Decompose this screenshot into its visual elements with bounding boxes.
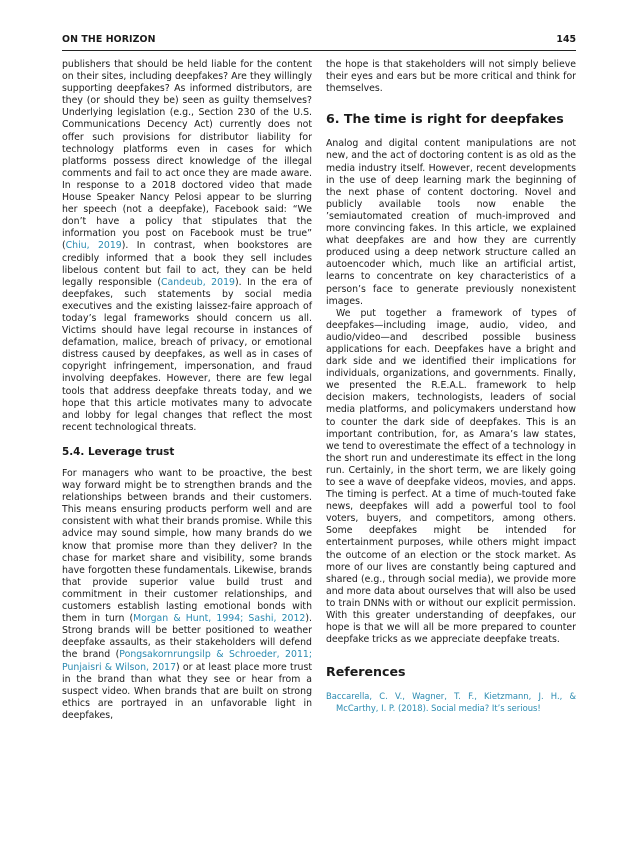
subsection-heading: 5.4. Leverage trust [62, 445, 175, 458]
paragraph-legal-liability: publishers that should be held liable for the content on their sites, including deepfakes? Are they willingly supporting deepfakes? As informed distributors, are they (or should they be) seen as guilty themselves? Underlying legislation (e.g., Section 230 of the U.S. Communications Decency Act) currently does not offer such provisions for distributor liability for technology platforms even in cases for which platforms possess direct knowledge of the illegal comments and fail to act once they are made aware. In response to a 2018 doctored video that made House Speaker Nancy Pelosi appear to be slurring her speech (not a deepfake), Facebook said: “We don’t have a policy that stipulates that the information you post on Facebook must be true” (Chiu, 2019). In contrast, when bookstores are credibly informed that a book they sell includes libelous content but fail to act, they can be held legally responsible (Candeub, 2019). In the era of deepfakes, such statements by social media executives and the existing laissez-faire approach of today’s legal frameworks should concern us all. Victims should have legal recourse in instances of defamation, malice, breach of privacy, or emotional distress caused by deepfakes, as well as in cases of copyright infringement, impersonation, and fraud involving deepfakes. However, there are few legal tools that address deepfake threats today, and we hope that this article motivates many to advocate and lobby for legal changes that reflect the most recent technological threats. [62, 59, 313, 433]
paragraph-continuation: the hope is that stakeholders will not simply believe their eyes and ears but be more critical and think for themselves. [326, 59, 576, 95]
citation-link[interactable]: Candeub, 2019 [160, 276, 235, 288]
citation-link[interactable]: Pongsakornrungsilp & Schroeder, 2011; Punjaisri & Wilson, 2017 [62, 649, 312, 673]
journal-title: ON THE HORIZON [62, 34, 156, 45]
citation-link[interactable]: Chiu, 2019 [65, 240, 122, 252]
page-number: 145 [556, 34, 576, 45]
reference-entry[interactable]: Baccarella, C. V., Wagner, T. F., Kietzmann, J. H., & McCarthy, I. P. (2018). Social media? It’s serious! [326, 691, 576, 713]
running-header [62, 32, 576, 51]
paragraph-content-manipulation: Analog and digital content manipulations are not new, and the act of doctoring content is as old as the media industry itself. However, recent developments in the use of deep learning mark the beginning of the next phase of content doctoring. Novel and publicly available tools now enable the ’semiautomated creation of much-improved and more convincing fakes. In this article, we explained what deepfakes are and how they are currently produced using a deep network structure called an autoencoder which, much like an artificial artist, learns to concentrate on key characteristics of a person’s face to generate previously nonexistent images. [326, 138, 576, 307]
references-heading: References [326, 664, 406, 680]
left-column [62, 59, 312, 722]
section-heading: 6. The time is right for deepfakes [326, 111, 564, 127]
right-column [326, 59, 576, 714]
paragraph-framework-summary: We put together a framework of types of deepfakes—including image, audio, video, and audio/video—and described possible business applications for each. Deepfakes have a bright and dark side and we identified their implications for individuals, organizations, and governments. Finally, we presented the R.E.A.L. framework to help decision makers, technologists, leaders of social media platforms, and policymakers understand how to counter the dark side of deepfakes. This is an important contribution, for, as Amara’s law states, we tend to overestimate the effect of a technology in the short run and underestimate its effect in the long run. Certainly, in the short term, we are likely going to see a wave of deepfake videos, movies, and apps. The timing is perfect. At a time of much-touted fake news, deepfakes will add a powerful tool to fool voters, buyers, and competitors, among others. Some deepfakes might be intended for entertainment purposes, while others might impact the outcome of an election or the stock market. As more of our lives are constantly being captured and shared (e.g., through social media), we provide more and more data about ourselves that will also be used to train DNNs with or without our explicit permission. With this greater understanding of deepfakes, our hope is that we will all be more prepared to counter deepfake tricks as we appreciate deepfake treats. [326, 307, 576, 646]
citation-link[interactable]: Morgan & Hunt, 1994; Sashi, 2012 [133, 613, 306, 625]
paragraph-leverage-trust: For managers who want to be proactive, the best way forward might be to strengthen brands and the relationships between brands and their customers. This means ensuring products perform well and are consistent with what their brands promise. While this advice may sound simple, how many brands do we know that promise more than they deliver? In the chase for market share and visibility, some brands have forgotten these fundamentals. Likewise, brands that provide superior value build trust and commitment in their customer relationships, and customers establish lasting emotional bonds with them in turn (Morgan & Hunt, 1994; Sashi, 2012). Strong brands will be better positioned to weather deepfake assaults, as their stakeholders will defend the brand (Pongsakornrungsilp & Schroeder, 2011; Punjaisri & Wilson, 2017) or at least place more trust in the brand than what they see or hear from a suspect video. When brands that are built on strong ethics are portrayed in an unfavorable light in deepfakes, [62, 468, 312, 721]
